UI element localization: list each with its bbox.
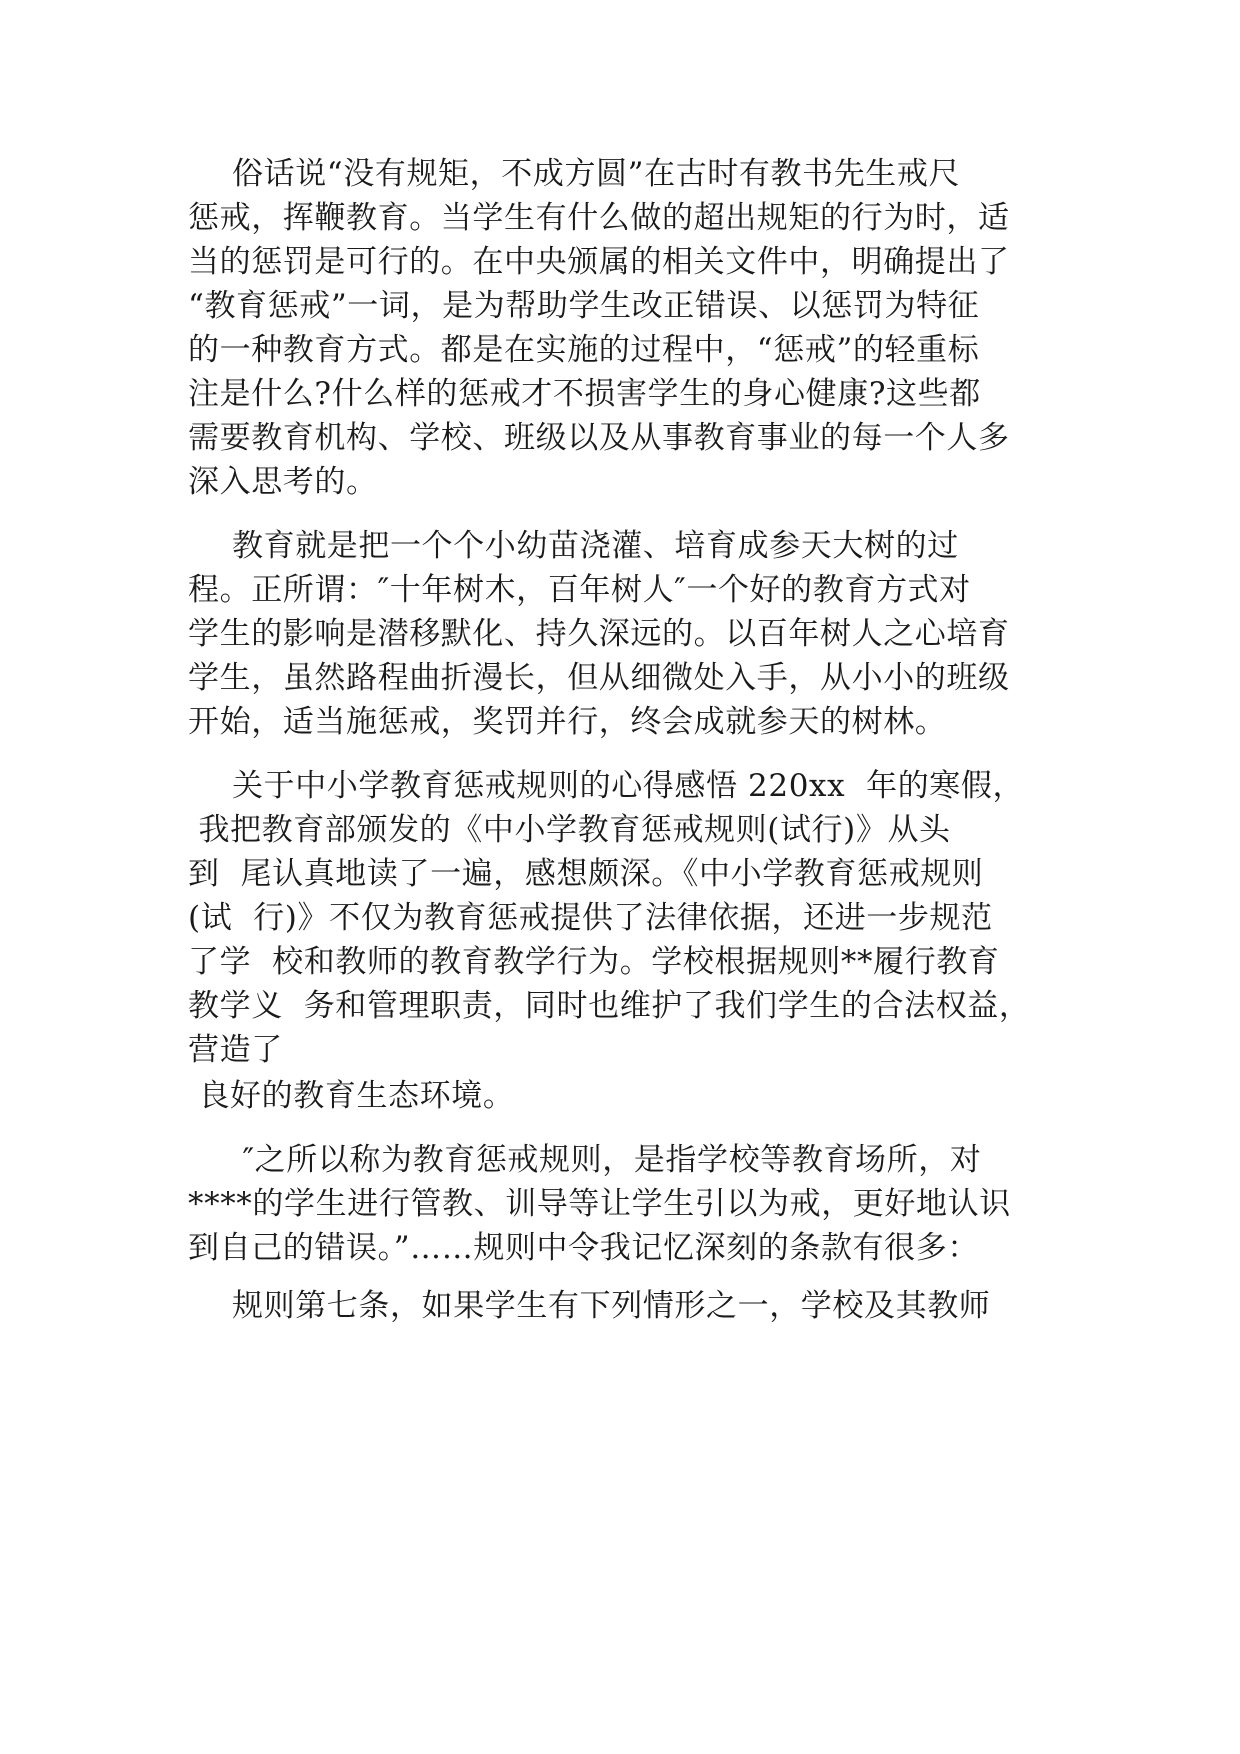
paragraph-1-line-8: 深入思考的。 bbox=[188, 464, 378, 500]
paragraph-3-line-7: 营造了 bbox=[188, 1032, 283, 1068]
paragraph-4-line-2: ****的学生进行管教、训导等让学生引以为戒，更好地认识 bbox=[188, 1186, 1011, 1222]
paragraph-1-line-1: 俗话说“没有规矩，不成方圆”在古时有教书先生戒尺 bbox=[232, 156, 961, 192]
paragraph-5-line-1: 规则第七条，如果学生有下列情形之一，学校及其教师 bbox=[232, 1288, 991, 1324]
paragraph-4-line-1: ″之所以称为教育惩戒规则，是指学校等教育场所，对 bbox=[232, 1142, 982, 1178]
paragraph-1-line-6: 注是什么?什么样的惩戒才不损害学生的身心健康?这些都 bbox=[188, 376, 981, 412]
paragraph-3-line-6: 教学义 务和管理职责，同时也维护了我们学生的合法权益， bbox=[188, 988, 1031, 1024]
paragraph-4-line-3: 到自己的错误。”……规则中令我记忆深刻的条款有很多： bbox=[188, 1230, 979, 1266]
paragraph-1-line-2: 惩戒，挥鞭教育。当学生有什么做的超出规矩的行为时，适 bbox=[188, 200, 1010, 236]
paragraph-3-line-2: 我把教育部颁发的《中小学教育惩戒规则(试行)》从头 bbox=[188, 812, 951, 848]
paragraph-1-line-5: 的一种教育方式。都是在实施的过程中，“惩戒”的轻重标 bbox=[188, 332, 980, 368]
paragraph-3-line-4: (试 行)》不仅为教育惩戒提供了法律依据，还进一步规范 bbox=[188, 900, 993, 936]
paragraph-3-line-1: 关于中小学教育惩戒规则的心得感悟 220xx 年的寒假， bbox=[232, 768, 1025, 804]
paragraph-2-line-1: 教育就是把一个个小幼苗浇灌、培育成参天大树的过 bbox=[232, 528, 959, 564]
paragraph-3-line-3: 到 尾认真地读了一遍，感想颇深。《中小学教育惩戒规则 bbox=[188, 856, 984, 892]
paragraph-2-line-3: 学生的影响是潜移默化、持久深远的。以百年树人之心培育 bbox=[188, 616, 1010, 652]
paragraph-1-line-7: 需要教育机构、学校、班级以及从事教育事业的每一个人多 bbox=[188, 420, 1010, 456]
paragraph-1-line-3: 当的惩罚是可行的。在中央颁属的相关文件中，明确提出了 bbox=[188, 244, 1010, 280]
paragraph-3-line-8: 良好的教育生态环境。 bbox=[188, 1078, 515, 1114]
paragraph-2-line-2: 程。正所谓：″十年树木，百年树人″一个好的教育方式对 bbox=[188, 572, 971, 608]
paragraph-1-line-4: “教育惩戒”一词，是为帮助学生改正错误、以惩罚为特征 bbox=[188, 288, 980, 324]
paragraph-2-line-4: 学生，虽然路程曲折漫长，但从细微处入手，从小小的班级 bbox=[188, 660, 1010, 696]
paragraph-2-line-5: 开始，适当施惩戒，奖罚并行，终会成就参天的树林。 bbox=[188, 704, 947, 740]
paragraph-3-line-5: 了学 校和教师的教育教学行为。学校根据规则**履行教育 bbox=[188, 944, 1000, 980]
